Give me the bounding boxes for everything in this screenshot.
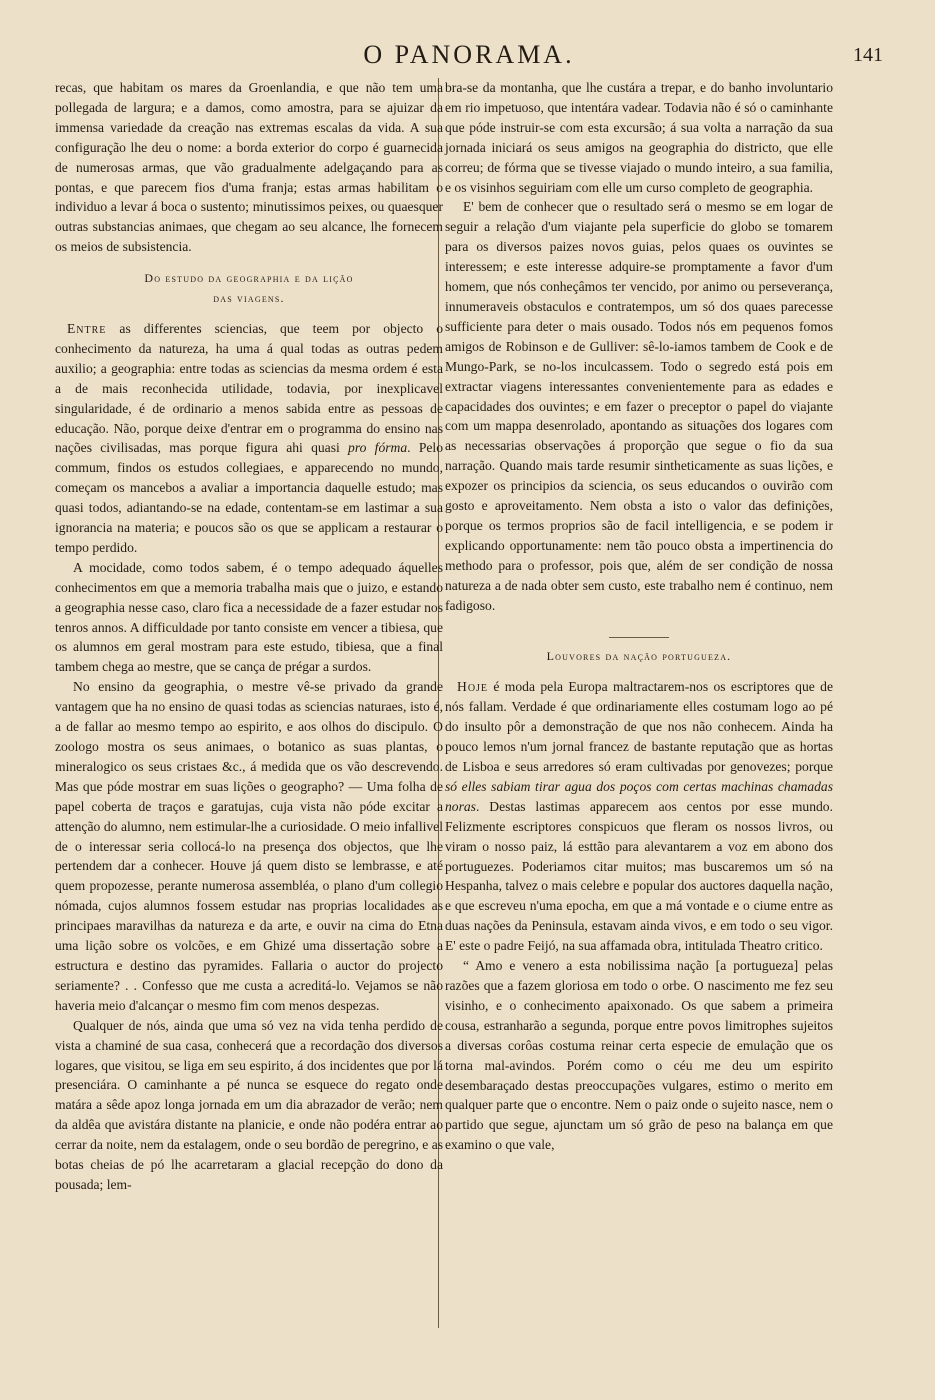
section-heading-louvores: Louvores da nação portugueza. <box>546 649 732 664</box>
section-heading-geographia <box>55 269 443 309</box>
paragraph-1-part-1: as differentes sciencias, que teem por objecto o conhecimento da natureza, ha uma á qual todas as outras pedem auxilio; a geographia: entre todas as sciencias da mesma ordem é esta a de mais reconhecida utilidade, todavia, por inexplicavel singularidade, é de ordinario a menos sabida entre as pessoas de educação. Não, porque deixe d'entrar em o programma do ensino nas nações civilisadas, mas porque figura ahi quasi <box>55 320 443 456</box>
paragraph-2: A mocidade, como todos sabem, é o tempo adequado áquelles conhecimentos em que a memoria trabalha mais que o juizo, e estando a geographia nesse caso, claro fica a necessidade de a fazer estudar nos tenros annos. A difficuldade por tanto consiste em vencer a tibiesa, que os alumnos em geral mostram para este estudo, tibiesa, que a final tambem chega ao mestre, que se cança de prégar a surdos. <box>55 559 443 675</box>
paragraph-intro: recas, que habitam os mares da Groenlandia, e que não tem uma pollegada de largura; e a damos, como amostra, para se ajuizar da immensa variedade da creação nas extremas escalas da vida. A sua configuração lhe deu o nome: a borda exterior do corpo é guarnecida de numerosas armas, que vão gradualmente adelgaçando para as pontas, e que parecem fios d'uma franja; estas armas habilitam o individuo a levar á boca o sustento; minutissimos peixes, ou quaesquer outras substancias animaes, que chegam ao seu alcance, lhe fornecem os meios de subsistencia. <box>55 80 443 255</box>
section-heading-line-1: Do estudo da geographia e da lição <box>144 271 354 286</box>
paragraph-6-part-2: . Destas lastimas apparecem aos centos por esse mundo. Felizmente escriptores conspicuos que fleram os nossos livros, ou viram o nosso paiz, lá esttão para alevantarem a voz em abono dos portuguezes. Poderiamos citar muitos; mas buscaremos um só na Hespanha, talvez o mais celebre e popular dos auctores daquella nação, e que escreveu n'uma epocha, em que a má vontade e o ciume entre as duas nações da Peninsula, estavam ainda vivos, e em todo o seu vigor. E' este o padre Feijó, na sua affamada obra, intitulada Theatro critico. <box>445 798 834 954</box>
right-column <box>445 78 833 1155</box>
paragraph-4: Qualquer de nós, ainda que uma só vez na vida tenha perdido de vista a chaminé de sua casa, conhecerá que a recordação dos diversos logares, que visitou, se liga em seu espirito, á dos incidentes que por lá presenciára. O caminhante a pé nunca se esquece do regato onde matára a sêde apoz longa jornada em um dia abrazador de verão; nem da aldêa que avistára distante na planicie, e onde não podéra entrar ao cerrar da noite, nem da estalagem, onde o seu bordão de peregrino, e as botas cheias de pó lhe acarretaram a glacial recepção do dono da pousada; lem- <box>55 1017 444 1192</box>
paragraph-1-part-2: . Pelo commum, findos os estudos collegiaes, e apparecendo no mundo, começam os mancebos a avaliar a importancia daquelle estudo; mas quasi todos, adiantando-se na edade, contentam-se em lastimar a sua ignorancia na materia; e poucos são os que se applicam a restaurar o tempo perdido. <box>55 440 443 555</box>
paragraph-lead-word: Hoje <box>457 679 489 695</box>
paragraph-4-continued: bra-se da montanha, que lhe custára a trepar, e do banho involuntario em rio impetuoso, que intentára vadear. Todavia não é só o caminhante que póde instruir-se com esta excursão; á sua volta a narração da sua jornada iniciará os seus amigos na geographia do districto, que elle correu; de fórma que se tivesse viajado o mundo inteiro, a sua familia, e os visinhos seguiriam com elle um curso completo de geographia. <box>445 80 833 195</box>
paragraph-6 <box>445 677 833 956</box>
paragraph-lead-word: Entre <box>67 320 107 336</box>
paragraph-1-italic: pro fórma <box>348 440 408 456</box>
left-column <box>55 78 443 1195</box>
paragraph-3: No ensino da geographia, o mestre vê-se privado da grande vantagem que ha no ensino de quasi todas as sciencias naturaes, isto é, a de fallar ao mesmo tempo ao espirito, e aos olhos do discipulo. O zoologo mostra os seus animaes, o botanico as suas plantas, o mineralogico os seus cristaes &c., á medida que os vão descrevendo. Mas que póde mostrar em suas lições o geographo? — Uma folha de papel coberta de traços e garatujas, cuja vista não póde excitar a attenção do alumno, nem estimular-lhe a curiosidade. O meio infallivel de o interessar seria collocá-lo na presença dos objectos, que lhe pertendem dar a conhecer. Houve já quem disto se lembrasse, e até quem propozesse, perante numerosa assembléa, o plano d'um collegio nómada, cujos alumnos fossem estudar nas proprias localidades as principaes maravilhas da natureza e da arte, e ouvir na cima do Etna uma lição sobre os volcões, e em Ghizé uma dissertação sobre a estructura e destino das pyramides. Fallaria o auctor do projecto seriamente? . . Confesso que me custa a acreditá-lo. Vejamos se não haveria meio d'alcançar o mesmo fim com menos despezas. <box>55 679 443 1013</box>
page-header <box>55 38 883 78</box>
section-heading-line-2: das viagens. <box>213 291 285 306</box>
section-separator-line <box>609 637 669 638</box>
paragraph-6-italic: só elles sabiam tirar agua dos poços com certas machinas chamadas noras <box>445 778 833 814</box>
paragraph-7-quote: “ Amo e venero a esta nobilissima nação [a portugueza] pelas razões que a fazem gloriosa em todo o orbe. O nascimento me fez seu visinho, e o conhecimento apaixonado. Os que sabem a primeira cousa, estranharão a segunda, porque entre povos limitrophes sujeitos a diversas corôas costuma reinar certa especie de emulação que os torna mal-avindos. Porém como o céu me deu um espirito desembaraçado destas preoccupações vulgares, estimo o merito em qualquer parte que o encontre. Nem o paiz onde o sujeito nasce, nem o partido que segue, ajunctam um só grão de peso na balança em que examino o que vale, <box>445 958 833 1153</box>
paragraph-5: E' bem de conhecer que o resultado será o mesmo se em logar de seguir a relação d'um viajante pela superficie do globo se tomarem para os diversos paizes novos guias, pelos quaes os ouvintes se interessem; e este interesse adquire-se promptamente a favor d'um homem, que nós conheçâmos ter vencido, por animo ou perseverança, innumeraveis obstaculos e contratempos, um só dos quaes parecesse sufficiente para deter o mais ousado. Todos nós em pequenos fomos amigos de Robinson e de Gulliver: sê-lo-iamos tambem de Cook e de Mungo-Park, se no-los inculcassem. Todo o segredo está pois em extractar viagens interessantes convenientemente para as edades e capacidades dos ouvintes; e em fazer o preceptor o papel do viajante com um mappa desenrolado, apontando as situações dos logares com as necessarias observações á proporção que segue o fio da sua narração. Quando mais tarde resumir sintheticamente as suas lições, e expozer os principios da sciencia, os seus educandos o ouvirão com gosto e aproveitamento. Nem obsta a isto o valor das definições, porque os termos proprios são de facil intelligencia, e se podem ir explicando opportunamente: nem tão pouco obsta a impertinencia do methodo para o professor, pois que, além de ser condição de nossa natureza a de nada obter sem custo, este trabalho nem é continuo, nem fadigoso. <box>445 199 833 613</box>
paragraph-1 <box>55 319 443 558</box>
paragraph-6-part-1: é moda pela Europa maltractarem-nos os escriptores que de nós fallam. Verdade é que ordinariamente elles costumam logo ao pé do insulto pôr a demonstração de que nos não conhecem. Ainda ha pouco lemos n'um jornal francez de bastante reputação que as hortas de Lisboa e seus arredores só eram cultivadas por genovezes; porque <box>445 679 833 774</box>
periodical-title: O PANORAMA. <box>363 40 575 69</box>
page-number: 141 <box>853 44 883 66</box>
